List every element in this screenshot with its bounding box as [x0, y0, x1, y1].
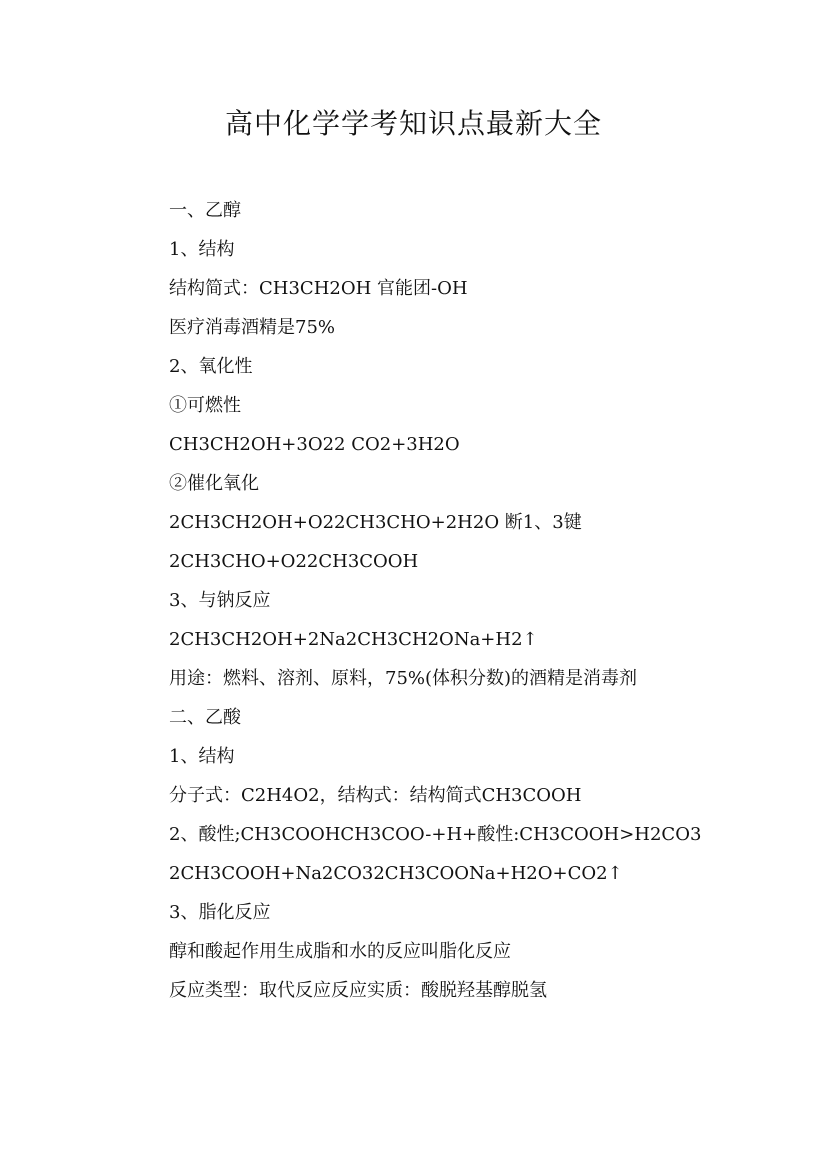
equation: 2CH3CH2OH+O22CH3CHO+2H2O 断1、3键 [169, 512, 582, 533]
subheading-structure: 1、结构 [169, 746, 235, 767]
subheading-esterification: 3、脂化反应 [169, 902, 271, 923]
section-heading-ethanol: 一、乙醇 [169, 200, 241, 221]
paragraph: 分子式：C2H4O2，结构式：结构简式CH3COOH [169, 785, 582, 806]
equation: 2CH3COOH+Na2CO32CH3COONa+H2O+CO2↑ [169, 863, 623, 884]
paragraph: 医疗消毒酒精是75% [169, 317, 336, 338]
document-body [127, 191, 702, 1010]
paragraph: ②催化氧化 [169, 473, 259, 494]
paragraph: ①可燃性 [169, 395, 241, 416]
paragraph: 用途：燃料、溶剂、原料，75%(体积分数)的酒精是消毒剂 [169, 668, 638, 689]
subheading-sodium-reaction: 3、与钠反应 [169, 590, 271, 611]
paragraph: 醇和酸起作用生成脂和水的反应叫脂化反应 [169, 941, 511, 962]
section-heading-acetic-acid: 二、乙酸 [169, 707, 241, 728]
equation: 2CH3CH2OH+2Na2CH3CH2ONa+H2↑ [169, 629, 538, 650]
equation: CH3CH2OH+3O22 CO2+3H2O [169, 434, 460, 455]
paragraph: 反应类型：取代反应反应实质：酸脱羟基醇脱氢 [169, 980, 547, 1001]
subheading-oxidation: 2、氧化性 [169, 356, 253, 377]
subheading-structure: 1、结构 [169, 239, 235, 260]
paragraph: 结构简式：CH3CH2OH 官能团-OH [169, 278, 468, 299]
paragraph: 2、酸性;CH3COOHCH3COO-+H+酸性:CH3COOH>H2CO3 [169, 824, 702, 845]
equation: 2CH3CHO+O22CH3COOH [169, 551, 419, 572]
page-title: 高中化学学考知识点最新大全 [224, 107, 602, 140]
